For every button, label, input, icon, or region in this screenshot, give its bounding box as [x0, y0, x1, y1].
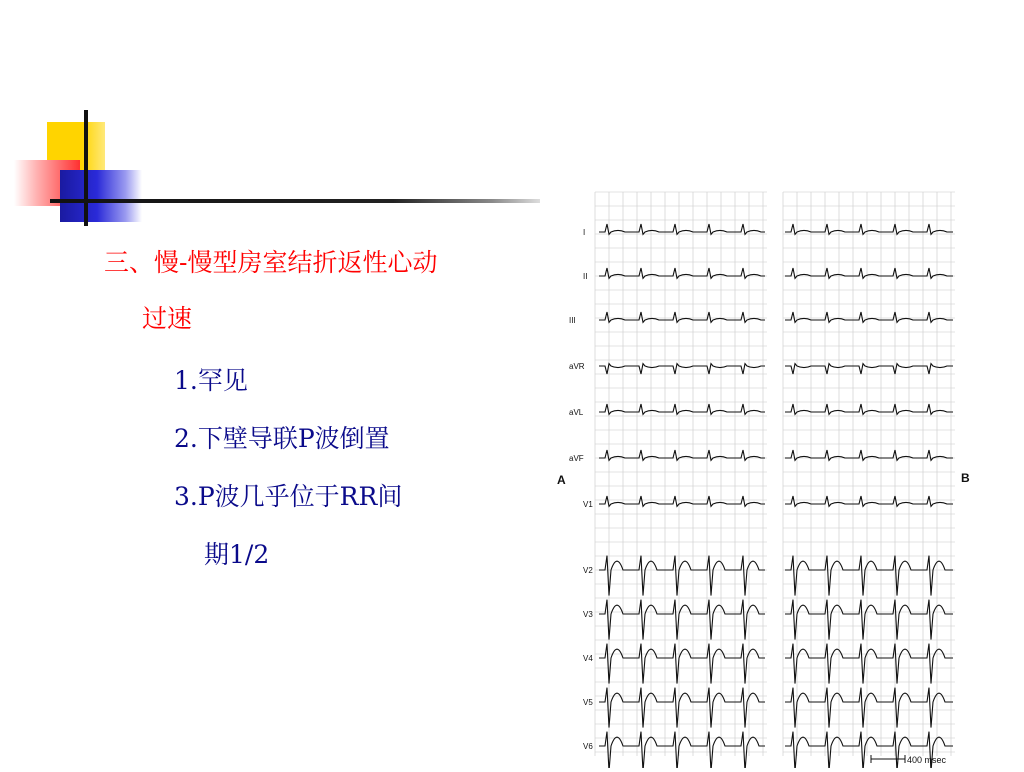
lead-label: III	[569, 316, 576, 325]
scale-label: 400 msec	[907, 755, 947, 765]
list-item: 2.下壁导联P波倒置	[174, 424, 390, 453]
ecg-trace	[599, 688, 765, 728]
ecg-traces	[599, 224, 953, 768]
list-item: 3.P波几乎位于RR间	[174, 482, 403, 511]
lead-label: V1	[583, 500, 593, 509]
bullet-list	[174, 364, 534, 596]
panel-a-label: A	[557, 473, 566, 487]
ecg-trace	[599, 312, 765, 322]
decor-blue-square	[60, 170, 142, 222]
ecg-trace	[599, 450, 765, 460]
lead-label: aVL	[569, 408, 584, 417]
lead-label: I	[583, 228, 586, 237]
ecg-trace	[785, 496, 953, 506]
ecg-trace	[785, 364, 953, 374]
lead-label: V3	[583, 610, 593, 619]
ecg-trace	[599, 732, 765, 768]
ecg-trace	[785, 688, 953, 728]
ecg-grid	[595, 192, 955, 756]
lead-label: V6	[583, 742, 593, 751]
list-item: 1.罕见	[174, 366, 248, 395]
lead-label: V5	[583, 698, 593, 707]
lead-label: V4	[583, 654, 593, 663]
ecg-trace	[599, 556, 765, 596]
ecg-trace	[785, 644, 953, 684]
ecg-trace	[599, 224, 765, 234]
slide-heading	[104, 246, 524, 336]
decor-vertical-line	[84, 110, 88, 226]
decor-horizontal-line	[50, 199, 540, 203]
ecg-trace	[785, 450, 953, 460]
ecg-figure	[555, 188, 985, 768]
ecg-trace	[599, 600, 765, 640]
ecg-trace	[785, 600, 953, 640]
lead-label: aVF	[569, 454, 584, 463]
list-item: 期1/2	[204, 540, 270, 569]
ecg-trace	[785, 404, 953, 414]
ecg-trace	[599, 404, 765, 414]
ecg-trace	[599, 496, 765, 506]
heading-line-2: 过速	[142, 304, 193, 333]
panel-b-label: B	[961, 471, 970, 485]
lead-label: aVR	[569, 362, 585, 371]
ecg-trace	[599, 644, 765, 684]
ecg-trace	[599, 268, 765, 278]
ecg-trace	[785, 312, 953, 322]
ecg-image	[555, 188, 985, 768]
ecg-trace	[785, 224, 953, 234]
ecg-trace	[785, 556, 953, 596]
lead-label: II	[583, 272, 588, 281]
ecg-trace	[599, 364, 765, 374]
ecg-trace	[785, 268, 953, 278]
heading-line-1: 三、慢-慢型房室结折返性心动	[104, 248, 438, 277]
lead-label: V2	[583, 566, 593, 575]
ecg-lead-labels	[569, 228, 593, 751]
